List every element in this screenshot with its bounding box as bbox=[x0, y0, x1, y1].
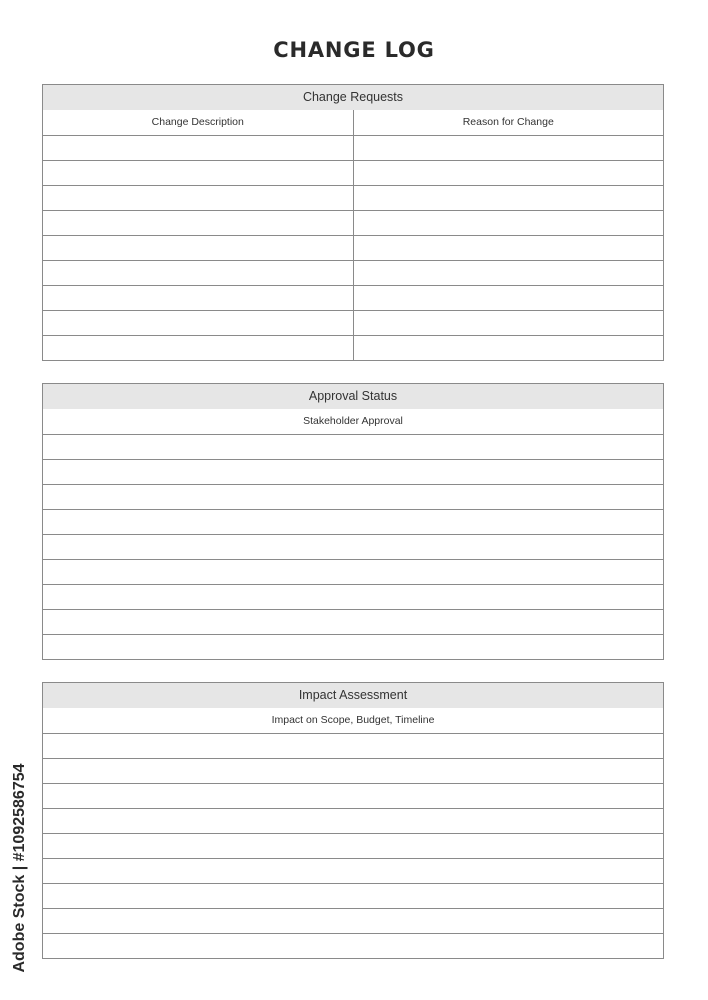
column-header-row bbox=[43, 708, 663, 733]
blank-cell bbox=[43, 211, 353, 235]
column-header: Impact on Scope, Budget, Timeline bbox=[271, 714, 435, 726]
blank-cell bbox=[353, 336, 664, 360]
table-row bbox=[43, 559, 663, 584]
blank-cell bbox=[43, 435, 663, 459]
blank-cell bbox=[353, 186, 664, 210]
table-row bbox=[43, 459, 663, 484]
blank-cell bbox=[43, 161, 353, 185]
table-row bbox=[43, 634, 663, 659]
table-row bbox=[43, 310, 663, 335]
page-title: CHANGE LOG bbox=[273, 38, 435, 62]
table-row bbox=[43, 758, 663, 783]
table-row bbox=[43, 484, 663, 509]
column-header: Change Description bbox=[151, 116, 244, 128]
section-heading: Impact Assessment bbox=[43, 683, 663, 708]
table-row bbox=[43, 833, 663, 858]
blank-cell bbox=[43, 784, 663, 808]
blank-cell bbox=[353, 286, 664, 310]
table-row bbox=[43, 534, 663, 559]
blank-rows bbox=[43, 434, 663, 659]
watermark-text: Adobe Stock | #1092586754 bbox=[11, 763, 28, 973]
table-row bbox=[43, 733, 663, 758]
section-heading: Approval Status bbox=[43, 384, 663, 409]
table-row bbox=[43, 185, 663, 210]
blank-cell bbox=[353, 161, 664, 185]
table-row bbox=[43, 335, 663, 360]
impact-assessment-table bbox=[42, 682, 664, 959]
blank-cell bbox=[43, 859, 663, 883]
table-row bbox=[43, 135, 663, 160]
table-row bbox=[43, 160, 663, 185]
blank-cell bbox=[43, 535, 663, 559]
blank-cell bbox=[353, 261, 664, 285]
blank-rows bbox=[43, 733, 663, 958]
column-header-row bbox=[43, 409, 663, 434]
blank-cell bbox=[353, 311, 664, 335]
stock-watermark bbox=[6, 752, 34, 984]
blank-cell bbox=[43, 610, 663, 634]
blank-cell bbox=[353, 236, 664, 260]
table-row bbox=[43, 509, 663, 534]
blank-cell bbox=[43, 934, 663, 958]
blank-cell bbox=[43, 460, 663, 484]
blank-cell bbox=[353, 211, 664, 235]
table-row bbox=[43, 808, 663, 833]
blank-cell bbox=[43, 510, 663, 534]
blank-cell bbox=[43, 884, 663, 908]
table-row bbox=[43, 883, 663, 908]
table-row bbox=[43, 933, 663, 958]
table-row bbox=[43, 210, 663, 235]
table-row bbox=[43, 908, 663, 933]
blank-cell bbox=[43, 909, 663, 933]
blank-cell bbox=[43, 136, 353, 160]
blank-cell bbox=[43, 286, 353, 310]
blank-cell bbox=[43, 485, 663, 509]
blank-cell bbox=[43, 759, 663, 783]
blank-cell bbox=[43, 186, 353, 210]
table-row bbox=[43, 584, 663, 609]
table-row bbox=[43, 235, 663, 260]
table-row bbox=[43, 285, 663, 310]
blank-cell bbox=[43, 336, 353, 360]
blank-cell bbox=[43, 311, 353, 335]
blank-cell bbox=[43, 261, 353, 285]
blank-rows bbox=[43, 135, 663, 360]
table-row bbox=[43, 260, 663, 285]
blank-cell bbox=[43, 635, 663, 659]
change-requests-table bbox=[42, 84, 664, 361]
column-header-row bbox=[43, 110, 663, 135]
blank-cell bbox=[43, 809, 663, 833]
blank-cell bbox=[43, 236, 353, 260]
blank-cell bbox=[43, 834, 663, 858]
table-row bbox=[43, 858, 663, 883]
column-header: Reason for Change bbox=[353, 110, 664, 135]
table-row bbox=[43, 783, 663, 808]
blank-cell bbox=[43, 734, 663, 758]
table-row bbox=[43, 434, 663, 459]
blank-cell bbox=[43, 585, 663, 609]
blank-cell bbox=[353, 136, 664, 160]
blank-cell bbox=[43, 560, 663, 584]
column-header: Stakeholder Approval bbox=[303, 415, 403, 427]
section-heading: Change Requests bbox=[43, 85, 663, 110]
table-row bbox=[43, 609, 663, 634]
approval-status-table bbox=[42, 383, 664, 660]
